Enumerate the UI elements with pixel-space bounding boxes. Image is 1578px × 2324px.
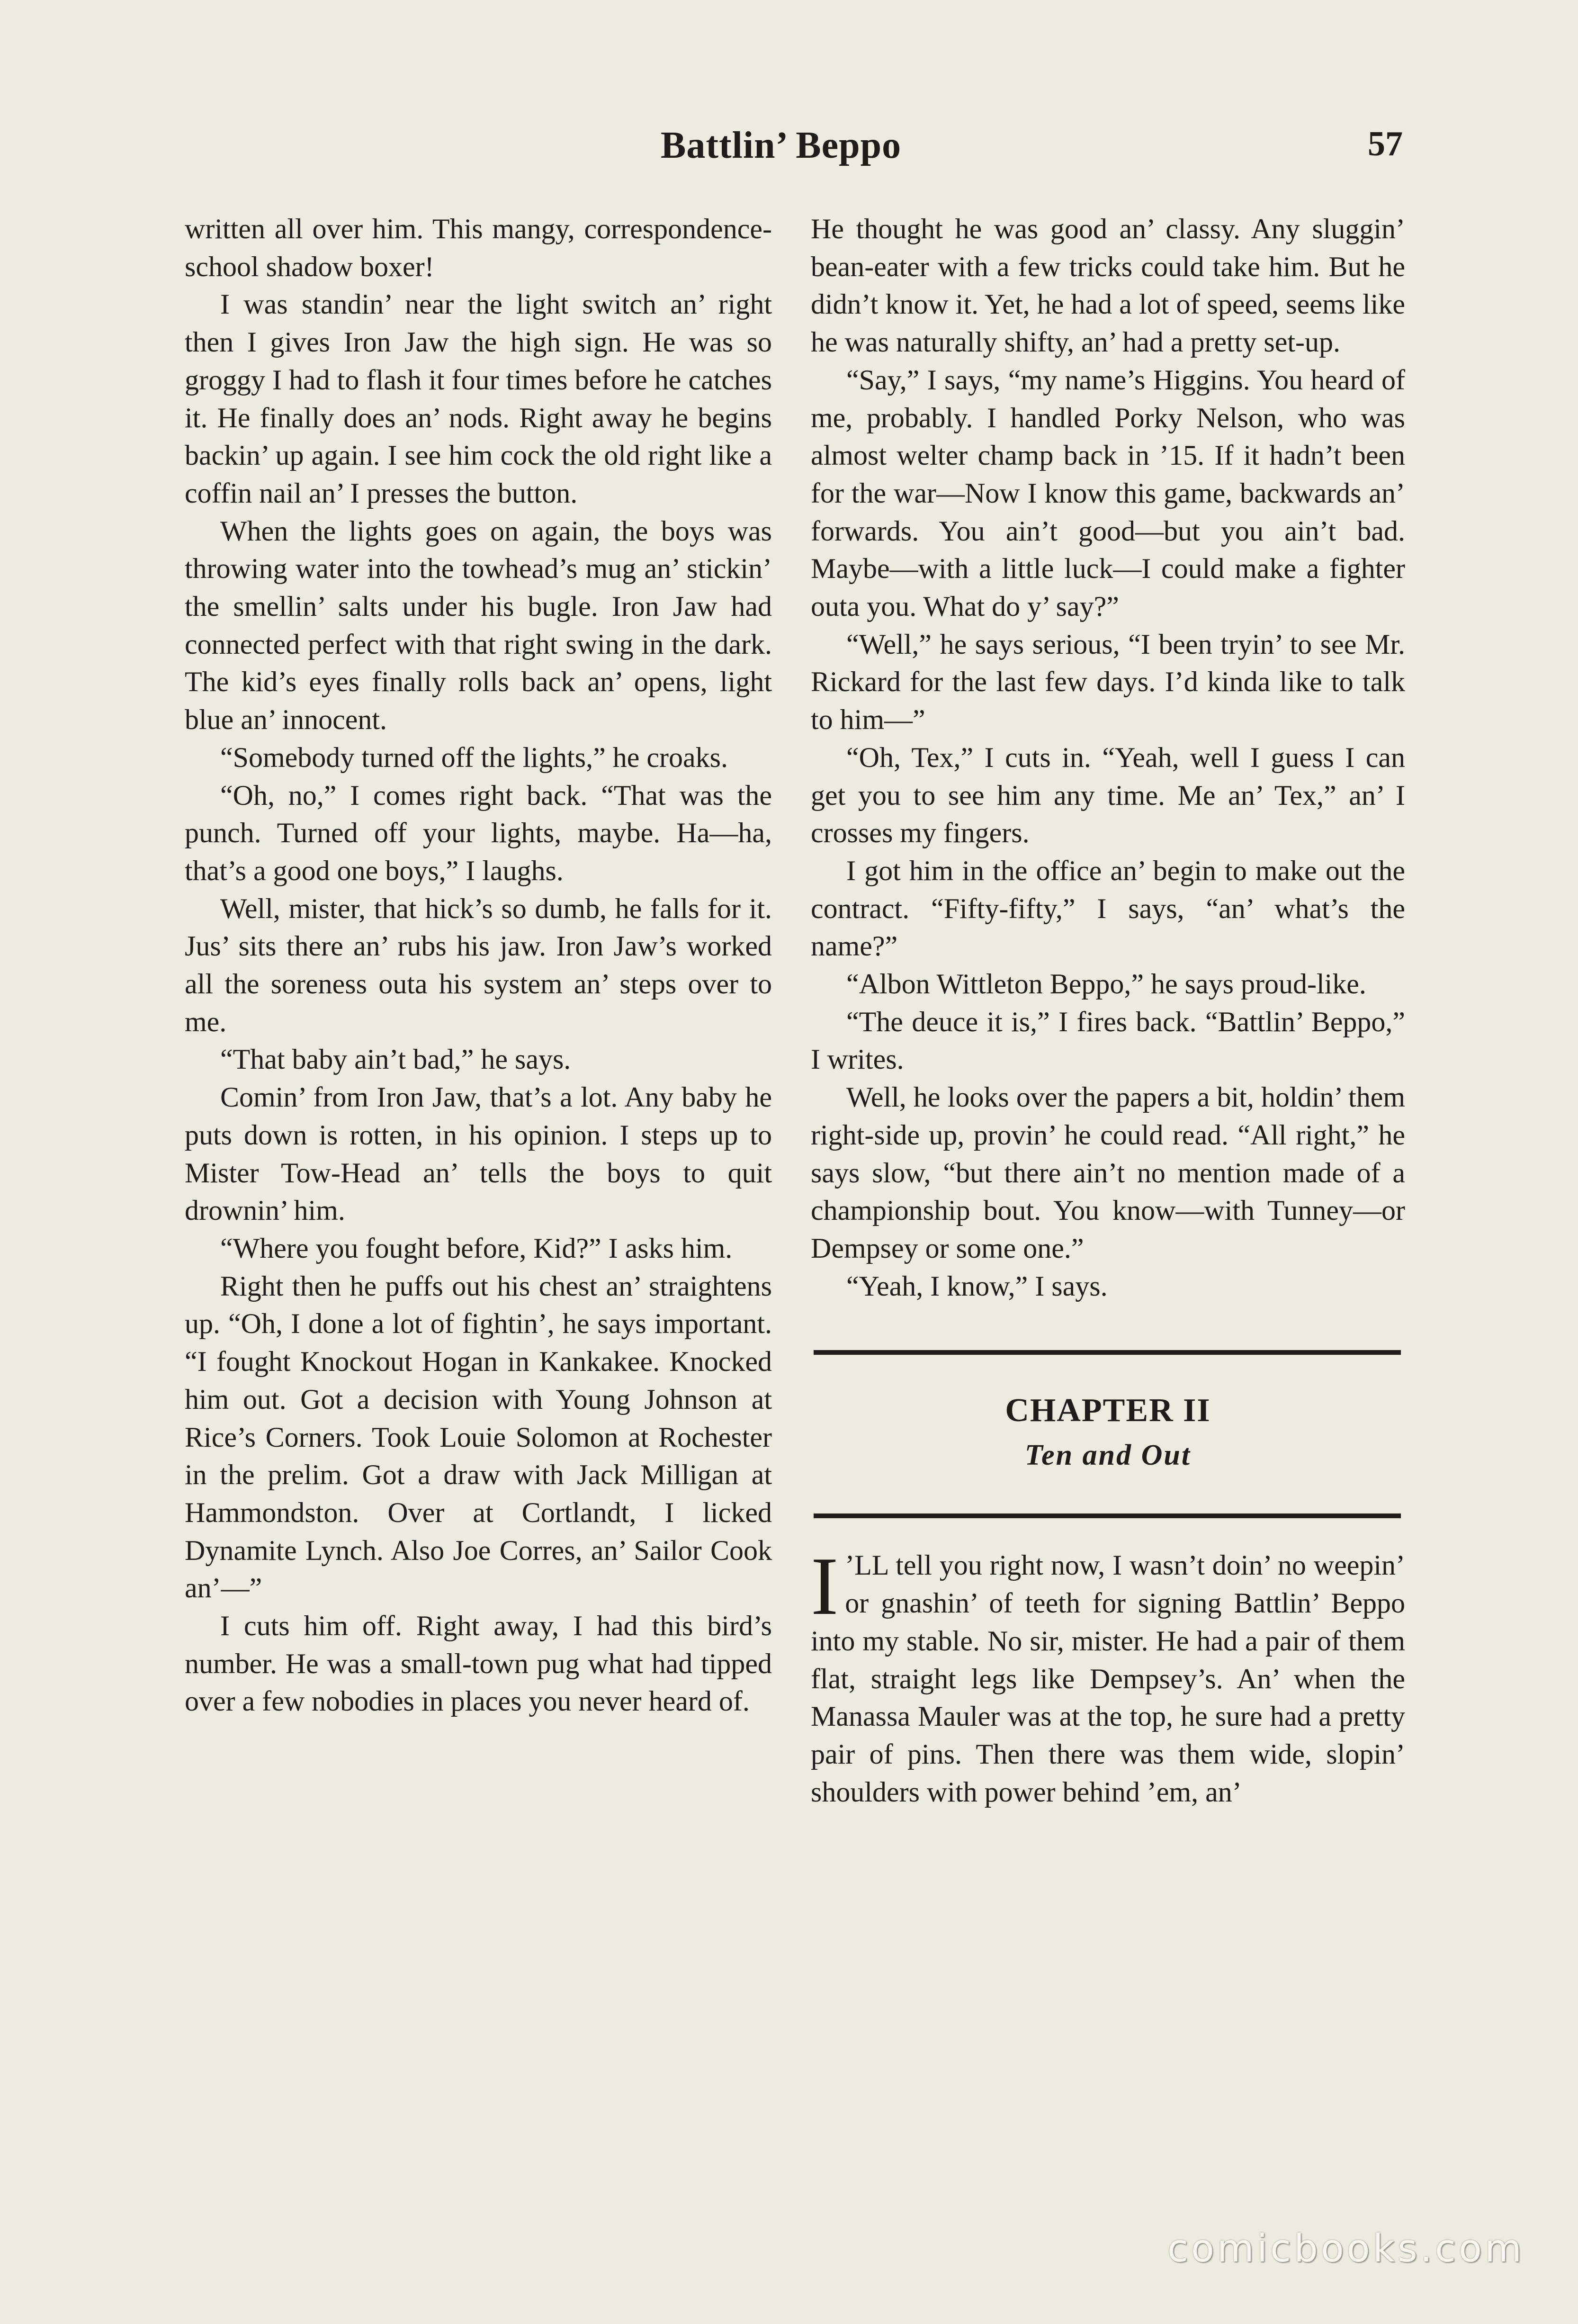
paragraph: “Well,” he says serious, “I been tryin’ to see Mr. Rickard for the last few days. I’d kinda like to talk to him—”: [811, 628, 1405, 736]
paragraph: “Somebody turned off the lights,” he croaks.: [220, 741, 728, 773]
chapter-number: CHAPTER II: [1005, 1392, 1211, 1429]
chapter-rule-top: [814, 1350, 1401, 1355]
paragraph: He thought he was good an’ classy. Any sluggin’ bean-eater with a few tricks could take him. But he didn’t know it. Yet, he had a lot of speed, seems like he was naturally shifty, an’ had a pretty set-up.: [811, 213, 1405, 358]
paragraph: written all over him. This mangy, correspondence-school shadow boxer!: [185, 213, 772, 282]
left-column: [185, 210, 772, 1720]
chapter-heading: [811, 1388, 1405, 1478]
page-number: 57: [1368, 125, 1403, 163]
paragraph: “Oh, no,” I comes right back. “That was the punch. Turned off your lights, maybe. Ha—ha, that’s a good one boys,” I laughs.: [185, 779, 772, 886]
paragraph: I got him in the office an’ begin to make out the contract. “Fifty-fifty,” I says, “an’ what’s the name?”: [811, 855, 1405, 962]
chapter-rule-bottom: [814, 1513, 1401, 1518]
chapter-title: Ten and Out: [1024, 1439, 1192, 1472]
running-header: [0, 124, 1578, 181]
paragraph: “Where you fought before, Kid?” I asks him.: [220, 1232, 733, 1264]
paragraph: “Say,” I says, “my name’s Higgins. You heard of me, probably. I handled Porky Nelson, who was almost welter champ back in ’15. If it hadn’t been for the war—Now I know this game, backwards an’ forwards. You ain’t good—but you ain’t bad. Maybe—with a little luck—I could make a fighter outa you. What do y’ say?”: [811, 364, 1405, 622]
paragraph: “Albon Wittleton Beppo,” he says proud-like.: [846, 968, 1366, 1000]
paragraph: “That baby ain’t bad,” he says.: [220, 1044, 571, 1075]
paragraph: “The deuce it is,” I fires back. “Battlin’ Beppo,” I writes.: [811, 1006, 1405, 1075]
paragraph: Well, mister, that hick’s so dumb, he falls for it. Jus’ sits there an’ rubs his jaw. Iron Jaw’s worked all the soreness outa his system an’ steps over to me.: [185, 892, 772, 1037]
chapter-opening: [811, 1540, 1405, 1811]
paragraph: Right then he puffs out his chest an’ straightens up. “Oh, I done a lot of fightin’, he says important. “I fought Knockout Hogan in Kankakee. Knocked him out. Got a decision with Young Johnson at Rice’s Corners. Took Louie Solomon at Rochester in the prelim. Got a draw with Jack Milligan at Hammondston. Over at Cortlandt, I licked Dynamite Lynch. Also Joe Corres, an’ Sailor Cook an’—”: [185, 1270, 772, 1604]
paragraph: I was standin’ near the light switch an’ right then I gives Iron Jaw the high sign. He was so groggy I had to flash it four times before he catches it. He finally does an’ nods. Right away he begins backin’ up again. I see him cock the old right like a coffin nail an’ I presses the button.: [185, 288, 772, 509]
paragraph: ’LL tell you right now, I wasn’t doin’ no weepin’ or gnashin’ of teeth for signing Battlin’ Beppo into my stable. No sir, mister. He had a pair of them flat, straight legs like Dempsey’s. An’ when the Manassa Mauler was at the top, he sure had a pretty pair of pins. Then there was them wide, slopin’ shoulders with power behind ’em, an’: [811, 1549, 1405, 1808]
paragraph: “Oh, Tex,” I cuts in. “Yeah, well I guess I can get you to see him any time. Me an’ Tex,” an’ I crosses my fingers.: [811, 741, 1405, 849]
drop-cap: I: [811, 1540, 839, 1632]
running-title: Battlin’ Beppo: [661, 125, 902, 166]
right-column: [811, 210, 1405, 1811]
paragraph: When the lights goes on again, the boys was throwing water into the towhead’s mug an’ stickin’ the smellin’ salts under his bugle. Iron Jaw had connected perfect with that right swing in the dark. The kid’s eyes finally rolls back an’ opens, light blue an’ innocent.: [185, 515, 772, 736]
paragraph: I cuts him off. Right away, I had this bird’s number. He was a small-town pug what had tipped over a few nobodies in places you never heard of.: [185, 1610, 772, 1717]
paragraph: Well, he looks over the papers a bit, holdin’ them right-side up, provin’ he could read. “All right,” he says slow, “but there ain’t no mention made of a championship bout. You know—with Tunney—or Dempsey or some one.”: [811, 1081, 1405, 1264]
paragraph: “Yeah, I know,” I says.: [846, 1270, 1108, 1302]
paragraph: Comin’ from Iron Jaw, that’s a lot. Any baby he puts down is rotten, in his opinion. I steps up to Mister Tow-Head an’ tells the boys to quit drownin’ him.: [185, 1081, 772, 1226]
watermark: comicbooks.com: [1167, 2226, 1525, 2270]
